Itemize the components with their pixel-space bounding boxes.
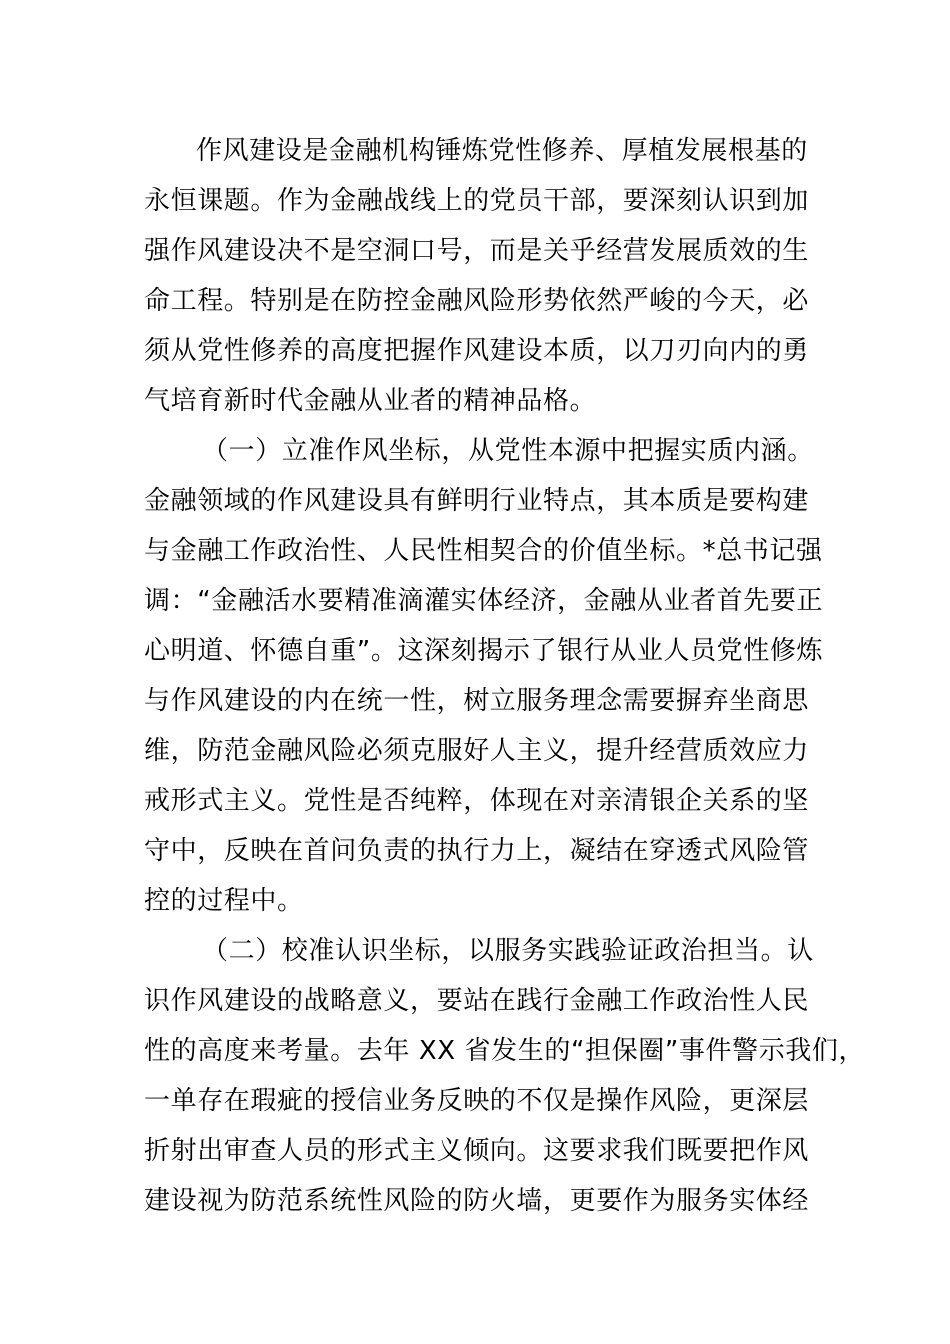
text-line: 维，防范金融风险必须克服好人主义，提升经营质效应力 (144, 736, 810, 766)
text-line: 一单存在瑕疵的授信业务反映的不仅是操作风险，更深层 (144, 1086, 810, 1116)
paragraph-intro (144, 126, 836, 426)
text-line: 气培育新时代金融从业者的精神品格。 (144, 386, 597, 416)
section-heading-line: （一）立准作风坐标，从党性本源中把握实质内涵。 (202, 436, 814, 466)
text-line: 作风建设是金融机构锤炼党性修养、厚植发展根基的 (196, 136, 808, 166)
text-line: 戒形式主义。党性是否纯粹，体现在对亲清银企关系的坚 (144, 786, 810, 816)
text-line: 与作风建设的内在统一性，树立服务理念需要摒弃坐商思 (144, 686, 810, 716)
text-line: 控的过程中。 (144, 886, 304, 916)
document-body (144, 126, 866, 1226)
text-line: 性的高度来考量。去年 XX 省发生的“担保圈”事件警示我们， (144, 1036, 866, 1066)
text-line: 强作风建设决不是空洞口号，而是关乎经营发展质效的生 (144, 236, 810, 266)
text-line: 永恒课题。作为金融战线上的党员干部，要深刻认识到加 (144, 186, 810, 216)
text-line: 金融领域的作风建设具有鲜明行业特点，其本质是要构建 (144, 486, 810, 516)
text-line: 识作风建设的战略意义，要站在践行金融工作政治性人民 (144, 986, 810, 1016)
text-line: 须从党性修养的高度把握作风建设本质，以刀刃向内的勇 (144, 336, 810, 366)
text-line: 命工程。特别是在防控金融风险形势依然严峻的今天，必 (144, 286, 810, 316)
text-line: 建设视为防范系统性风险的防火墙，更要作为服务实体经 (144, 1186, 810, 1216)
text-line: 折射出审查人员的形式主义倾向。这要求我们既要把作风 (144, 1136, 810, 1166)
text-line: 与金融工作政治性、人民性相契合的价值坐标。*总书记强 (144, 536, 823, 566)
text-line: 调：“金融活水要精准滴灌实体经济，金融从业者首先要正 (144, 586, 824, 616)
section-heading-line: （二）校准认识坐标，以服务实践验证政治担当。认 (202, 936, 814, 966)
text-line: 守中，反映在首问负责的执行力上，凝结在穿透式风险管 (144, 836, 810, 866)
text-line: 心明道、怀德自重”。这深刻揭示了银行从业人员党性修炼 (144, 636, 824, 666)
paragraph-section-2 (144, 926, 866, 1226)
paragraph-section-1 (144, 426, 836, 926)
